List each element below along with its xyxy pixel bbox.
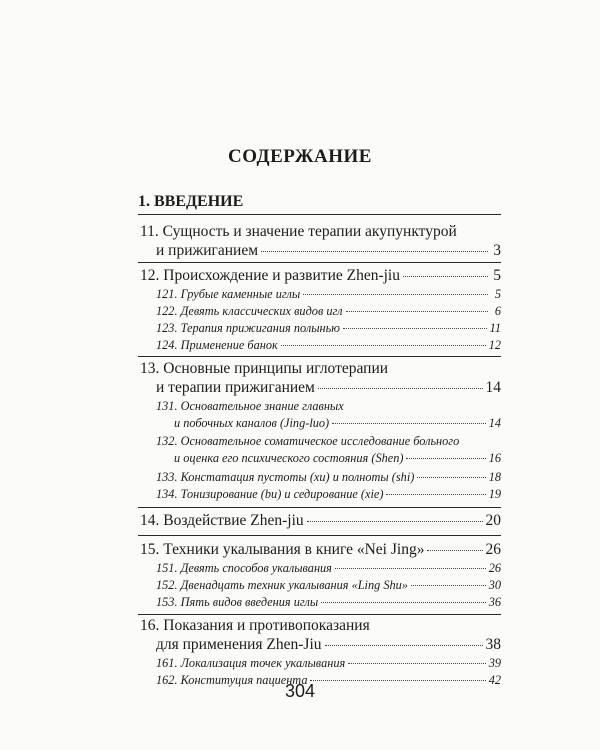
- toc-sub-122: 122. Девять классических видов игл 6: [156, 304, 501, 318]
- entry-divider: [138, 507, 501, 508]
- dot-leader: [325, 645, 483, 646]
- toc-entry-11: [0, 222, 600, 260]
- entry-11-title-cont: и прижиганием: [156, 242, 259, 259]
- entry-16-title: 16. Показания и противопоказания: [140, 617, 370, 634]
- dot-leader: [307, 521, 483, 522]
- toc-sub-123: 123. Терапия прижигания полынью 11: [156, 321, 501, 335]
- entry-12-page: 5: [493, 267, 501, 284]
- dot-leader: [417, 477, 485, 478]
- dot-leader: [403, 276, 488, 277]
- entry-16-page: 38: [485, 636, 501, 653]
- section-rule: [138, 214, 501, 215]
- dot-leader: [321, 602, 486, 603]
- dot-leader: [303, 294, 488, 295]
- toc-sub-161: 161. Локализация точек укалывания 39: [156, 656, 501, 670]
- dot-leader: [346, 311, 488, 312]
- dot-leader: [427, 550, 482, 551]
- dot-leader: [281, 345, 486, 346]
- dot-leader: [261, 251, 488, 252]
- toc-entry-13: [0, 359, 600, 397]
- dot-leader: [348, 663, 486, 664]
- entry-divider: [138, 535, 501, 536]
- toc-sub-132: 132. Основательное соматическое исследование больного и оценка его психического состояния (Shen) 16: [156, 434, 501, 465]
- toc-sub-134: 134. Тонизирование (bu) и седирование (xie) 19: [156, 487, 501, 501]
- toc-sub-153: 153. Пять видов введения иглы 36: [156, 595, 501, 609]
- entry-11-title: 11. Сущность и значение терапии акупунктурой: [140, 223, 457, 240]
- entry-15-page: 26: [485, 541, 501, 558]
- dot-leader: [343, 328, 487, 329]
- entry-15-title: 15. Техники укалывания в книге «Nei Jing»: [140, 541, 425, 558]
- section-heading: 1. ВВЕДЕНИЕ: [138, 193, 244, 210]
- dot-leader: [332, 423, 486, 424]
- toc-sub-124: 124. Применение банок 12: [156, 338, 501, 352]
- entry-divider: [138, 262, 501, 263]
- entry-14-page: 20: [485, 512, 501, 529]
- entry-11-page: 3: [493, 242, 501, 259]
- toc-sub-162: 162. Конституция пациента 42: [156, 673, 501, 687]
- toc-sub-121: 121. Грубые каменные иглы 5: [156, 287, 501, 301]
- entry-12-title: 12. Происхождение и развитие Zhen-jiu: [140, 267, 400, 284]
- entry-divider: [138, 356, 501, 357]
- dot-leader: [411, 585, 486, 586]
- dot-leader: [386, 494, 485, 495]
- dot-leader: [335, 568, 486, 569]
- dot-leader: [406, 458, 485, 459]
- toc-title: СОДЕРЖАНИЕ: [228, 146, 372, 167]
- toc-entry-16: [0, 616, 600, 654]
- entry-divider: [138, 614, 501, 615]
- entry-13-title: 13. Основные принципы иглотерапии: [140, 360, 389, 377]
- entry-14-title: 14. Воздействие Zhen-jiu: [140, 512, 304, 529]
- toc-entry-15: [0, 540, 600, 559]
- entry-13-page: 14: [485, 379, 501, 396]
- toc-sub-131: 131. Основательное знание главных и побочных каналов (Jing-luo) 14: [156, 399, 501, 430]
- toc-sub-152: 152. Двенадцать техник укалывания «Ling Shu» 30: [156, 578, 501, 592]
- toc-entry-14: [0, 511, 600, 530]
- toc-entry-12: [0, 266, 600, 285]
- toc-sub-133: 133. Констатация пустоты (xu) и полноты (shi) 18: [156, 470, 501, 484]
- page-number: 304: [284, 681, 316, 701]
- entry-16-title-cont: для применения Zhen-Jiu: [156, 636, 322, 653]
- dot-leader: [318, 388, 483, 389]
- entry-13-title-cont: и терапии прижиганием: [156, 379, 315, 396]
- toc-sub-151: 151. Девять способов укалывания 26: [156, 561, 501, 575]
